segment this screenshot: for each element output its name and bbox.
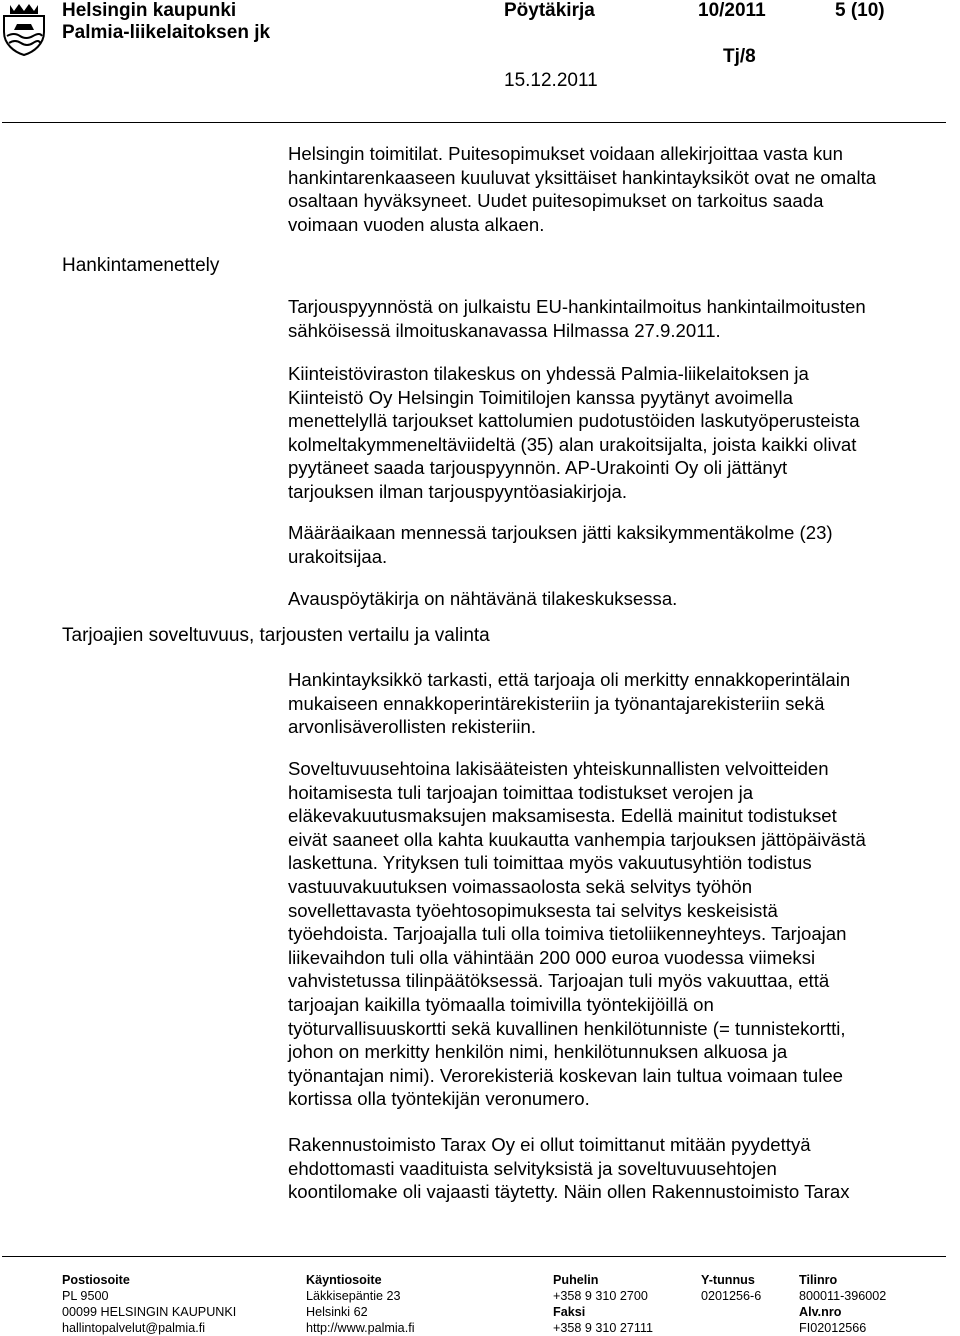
org-name: Helsingin kaupunki [62,0,237,21]
footer-account: Tilinro 800011-396002 Alv.nro FI02012566 [799,1273,887,1335]
unit-name: Palmia-liikelaitoksen jk [62,22,271,43]
footer-visiting: Käyntiosoite Läkkisepäntie 23 Helsinki 62 http://www.palmia.fi [306,1273,415,1335]
paragraph-7: Soveltuvuusehtoina lakisääteisten yhteiskunnallisten velvoitteiden hoitamisesta tuli tarjoajan toimittaa todistukset verojen ja eläkevakuutusmaksujen maksamisesta. Edellä mainitut todistukset eivät saaneet olla kahta kuukautta vanhempia tarjouksen jättöpäivästä laskettuna. Yrityksen tuli toimittaa myös vakuutusyhtiön todistus vastuuvakuutuksen voimassaolosta sekä selvitys työhön sovellettavasta työehtosopimuksesta tai selvitys keskeisistä työehdoista. Tarjoajalla tuli olla toimiva tietoliikenneyhteys. Tarjoajan liikevaihdon tuli olla vähintään 200 000 euroa vuodessa viimeksi vahvistetussa tilinpäätöksessä. Tarjoajan tuli myös vakuuttaa, että tarjoajan kaikilla työmaalla toimivilla työntekijöillä on työturvallisuuskortti sekä kuvallinen henkilötunniste (= tunnistekortti, johon on merkitty henkilön nimi, henkilötunnuksen alkuosa ja työnantajan nimi). Verorekisteriä koskevan lain tultua voimaan tulee kortissa olla työntekijän veronumero. [288,758,866,1110]
heading-procedure: Hankintamenettely [62,255,220,276]
paragraph-3: Kiinteistöviraston tilakeskus on yhdessä Palmia-liikelaitoksen ja Kiinteistö Oy Helsingin Toimitilojen kanssa pyytänyt avoimella menettelyllä tarjoukset kattolumien pudotustöiden laskutyöperusteista kolmeltakymmeneltäviideltä (35) alan urakoitsijalta, joista kaikki olivat pyytäneet saada tarjouspyynnön. AP-Urakointi Oy oli jättänyt tarjouksen ilman tarjouspyyntöasiakirjoja. [288,363,860,502]
footer-postal: Postiosoite PL 9500 00099 HELSINGIN KAUPUNKI hallintopalvelut@palmia.fi [62,1273,237,1335]
doc-type: Pöytäkirja [504,0,595,21]
paragraph-8: Rakennustoimisto Tarax Oy ei ollut toimittanut mitään pyydettyä ehdottomasti vaadituista selvityksistä ja soveltuvuusehtojen koontilomake oli vajaasti täytetty. Näin ollen Rakennustoimisto Tarax [288,1134,850,1203]
helsinki-crest-logo [2,2,46,56]
paragraph-5: Avauspöytäkirja on nähtävänä tilakeskuksessa. [288,588,678,609]
footer-phone: Puhelin +358 9 310 2700 Faksi +358 9 310 27111 [553,1273,654,1335]
footer-business-id: Y-tunnus 0201256-6 [701,1273,762,1303]
paragraph-4: Määräaikaan mennessä tarjouksen jätti kaksikymmentäkolme (23) urakoitsijaa. [288,522,833,567]
section-number: Tj/8 [723,46,756,67]
footer-rule [2,1256,946,1257]
header-rule [2,122,946,123]
issue-number: 10/2011 [698,0,766,21]
paragraph-6: Hankintayksikkö tarkasti, että tarjoaja oli merkitty ennakkoperintälain mukaiseen ennakkoperintärekisteriin ja työnantajarekisteriin sekä arvonlisäverollisten rekisteriin. [288,669,851,738]
website-link[interactable]: http://www.palmia.fi [306,1321,415,1335]
paragraph-1: Helsingin toimitilat. Puitesopimukset voidaan allekirjoittaa vasta kun hankintarenkaaseen kuuluvat yksittäiset hankintayksiköt ovat ne omalta osaltaan hyväksyneet. Uudet puitesopimukset on tarkoitus saada voimaan vuoden alusta alkaen. [288,143,877,235]
meeting-date: 15.12.2011 [504,70,598,91]
heading-suitability: Tarjoajien soveltuvuus, tarjousten vertailu ja valinta [62,625,490,646]
page-number: 5 (10) [835,0,885,21]
paragraph-2: Tarjouspyynnöstä on julkaistu EU-hankintailmoitus hankintailmoitusten sähköisessä ilmoituskanavassa Hilmassa 27.9.2011. [288,296,866,341]
email-link[interactable]: hallintopalvelut@palmia.fi [62,1321,205,1335]
